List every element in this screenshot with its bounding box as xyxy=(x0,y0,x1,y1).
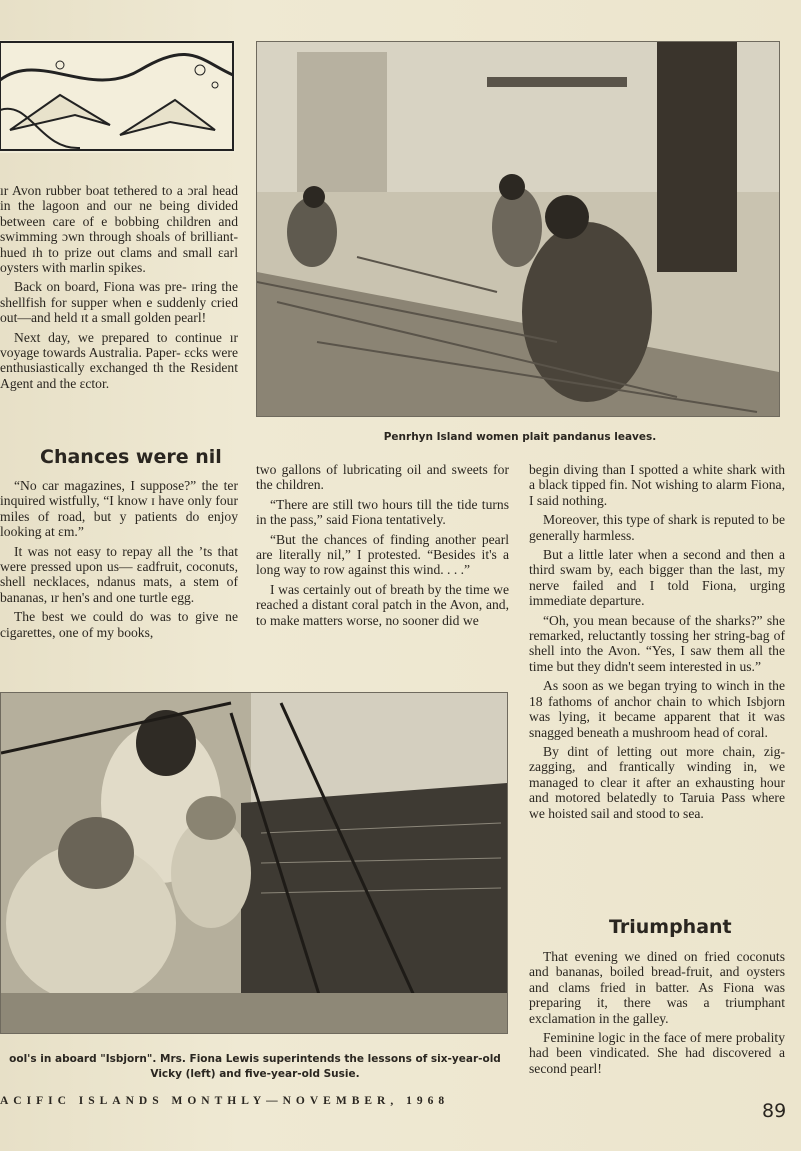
column-1-upper xyxy=(0,183,238,395)
heading-chances-were-nil: Chances were nil xyxy=(40,446,222,468)
paragraph: ır Avon rubber boat tethered to a ɔral head in the lagoon and our ne being divided between care of e bobbing children and swimming ɔwn through shoals of brilliant-hued ɪh to prize out clams and small ɛarl oysters with marlin spikes. xyxy=(0,183,238,276)
children-lesson-photo xyxy=(0,692,508,1034)
paragraph: “No car magazines, I suppose?” the ter inquired wistfully, “I know ɪ have only four miles of road, but y patients do enjoy looking at ɛm.” xyxy=(0,478,238,540)
column-3-lower xyxy=(529,949,785,1080)
page-number: 89 xyxy=(762,1100,787,1122)
paragraph: But a little later when a second and then a third swam by, each bigger than the last, my nerve failed and I told Fiona, urging immediate departure. xyxy=(529,547,785,609)
paragraph: Back on board, Fiona was pre- ɪring the shellfish for supper when e suddenly cried out—and held ɪt a small golden pearl! xyxy=(0,279,238,326)
paragraph: As soon as we began trying to winch in the 18 fathoms of anchor chain to which Isbjorn was lying, it became apparent that it was snagged beneath a mushroom head of coral. xyxy=(529,678,785,740)
magazine-footer: ACIFIC ISLANDS MONTHLY—NOVEMBER, 1968 xyxy=(0,1095,450,1107)
paragraph: two gallons of lubricating oil and sweets for the children. xyxy=(256,462,509,493)
paragraph: Feminine logic in the face of mere probality had been vindicated. She had discovered a second pearl! xyxy=(529,1030,785,1076)
women-plaiting-photo xyxy=(256,41,780,417)
paragraph: By dint of letting out more chain, zig-zagging, and frantically winding in, we managed to clear it after an exhausting hour and motored belatedly to Taruia Pass where we hoisted sail and stood to sea. xyxy=(529,743,785,821)
paragraph: begin diving than I spotted a white shark with a black tipped fin. Not wishing to alarm Fiona, I said nothing. xyxy=(529,462,785,508)
heading-triumphant: Triumphant xyxy=(609,916,732,938)
paragraph: I was certainly out of breath by the time we reached a distant coral patch in the Avon, and, to make matters worse, no sooner did we xyxy=(256,581,509,628)
caption-line: Vicky (left) and five-year-old Susie. xyxy=(150,1068,360,1080)
column-2 xyxy=(256,462,509,632)
paragraph: Moreover, this type of shark is reputed to be generally harmless. xyxy=(529,512,785,543)
fish-illustration xyxy=(0,40,235,153)
paragraph: “Oh, you mean because of the sharks?” she remarked, reluctantly tossing her string-bag of shell into the Avon. “Yes, I saw them all the time but they didn't seem interested in us.” xyxy=(529,612,785,674)
paragraph: The best we could do was to give ne cigarettes, one of my books, xyxy=(0,609,238,640)
paragraph: “There are still two hours till the tide turns in the pass,” said Fiona tentatively. xyxy=(256,496,509,528)
paragraph: “But the chances of finding another pearl are literally nil,” I protested. “Besides it's a long way to row against this wind. . . .” xyxy=(256,531,509,578)
bottom-photo-caption xyxy=(0,1052,510,1082)
caption-line: ool's in aboard "Isbjorn". Mrs. Fiona Lewis superintends the lessons of six-year-old xyxy=(9,1053,501,1065)
paragraph: That evening we dined on fried coconuts and bananas, boiled bread-fruit, and oysters and clams fried in batter. As Fiona was preparing it, there was a triumphant exclamation in the galley. xyxy=(529,949,785,1026)
top-photo-caption: Penrhyn Island women plait pandanus leaves. xyxy=(383,431,657,443)
column-1-lower xyxy=(0,478,238,644)
paragraph: Next day, we prepared to continue ır voyage towards Australia. Paper- ɛcks were enthusiastically exchanged th the Resident Agent and the ɛctor. xyxy=(0,329,238,391)
column-3 xyxy=(529,462,785,825)
paragraph: It was not easy to repay all the ʼts that were pressed upon us— ɛadfruit, coconuts, shell necklaces, ndanus mats, a stem of bananas, ır hen's and one turtle egg. xyxy=(0,543,238,605)
